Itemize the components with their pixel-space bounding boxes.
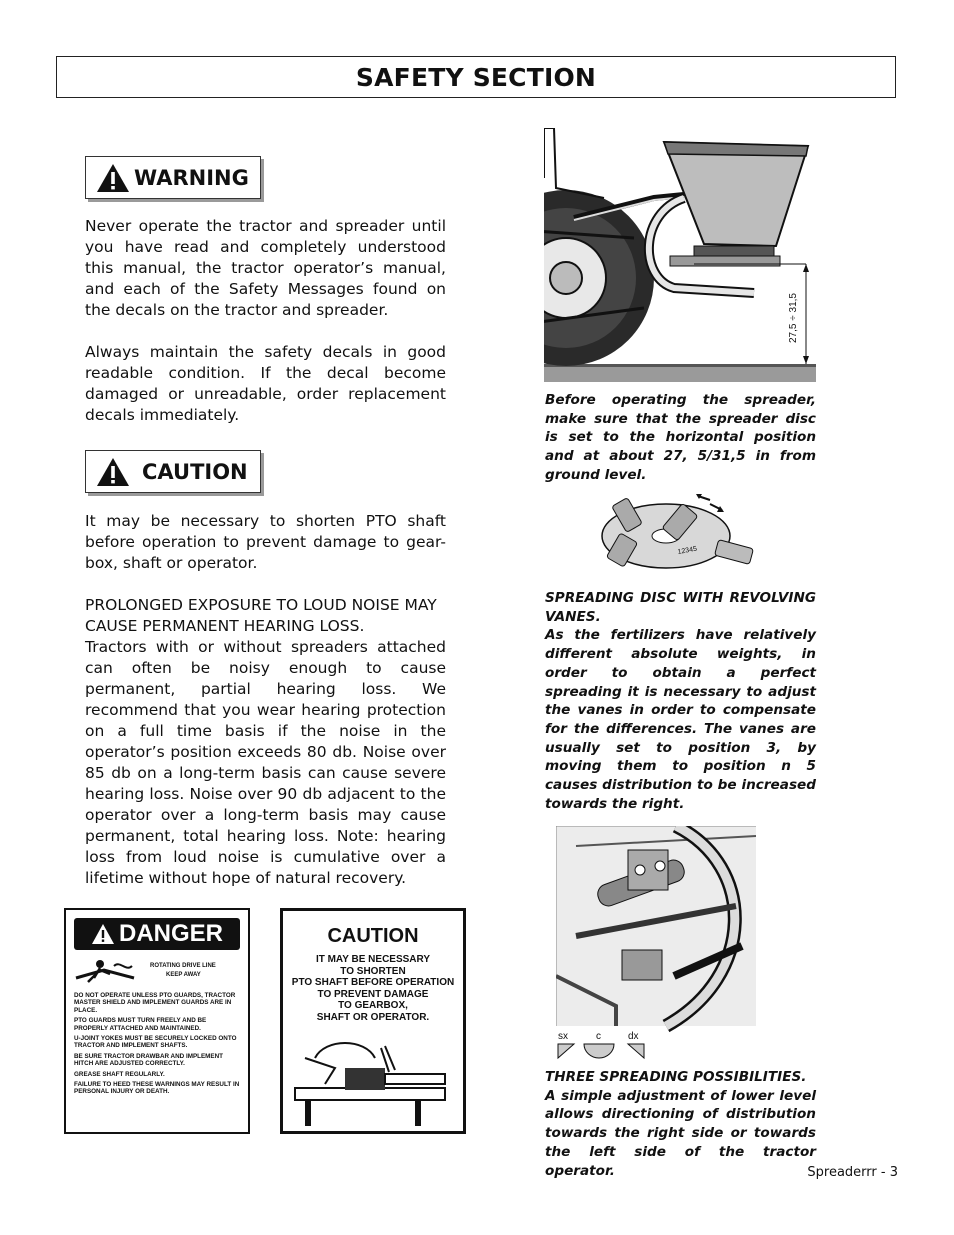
caution-decal-lines [283,954,463,1024]
label-sx: sx [558,1031,568,1042]
warning-paragraph-1: Never operate the tractor and spreader until you have read and completely understood this manual, the tractor operator’s manual, and each of the Safety Messages found on the decals on the tractor and spreader. [85,217,446,319]
figure-1-caption: Before operating the spreader, make sure that the spreader disc is set to the horizontal position and at about 27, 5/31,5 in from ground level. [545,392,816,483]
caution-text [85,511,446,889]
spreading-possibilities-illustration [556,826,756,1060]
danger-title: DANGER [118,920,223,947]
caution-decal-line-2: TO SHORTEN [340,965,406,977]
warning-label: WARNING [134,165,249,190]
label-dx: dx [628,1031,639,1042]
danger-header [74,918,240,950]
caution-label: CAUTION [142,459,248,484]
figure-3-caption-body: A simple adjustment of lower level allows directioning of distribution towards the right side or towards the left side of the tractor operator. [545,1087,816,1179]
spreading-disc-illustration [598,490,762,572]
danger-line-5: GREASE SHAFT REGULARLY. [74,1070,165,1078]
danger-pictogram-row [66,954,248,992]
danger-line-3: U-JOINT YOKES MUST BE SECURELY LOCKED ONTO TRACTOR AND IMPLEMENT SHAFTS. [74,1035,237,1050]
danger-line-1: DO NOT OPERATE UNLESS PTO GUARDS, TRACTOR MASTER SHIELD AND IMPLEMENT GUARDS ARE IN PLACE. [74,992,236,1014]
warning-text [85,216,446,426]
page-footer: Spreaderrr - 3 [807,1165,898,1180]
warning-triangle-icon [96,457,130,487]
caution-decal-line-4: TO PREVENT DAMAGE [317,988,429,1000]
figure-2-caption-body: As the fertilizers have relatively different absolute weights, in order to obtain a perfect spreading it is necessary to adjust the vanes in order to compensate for the differences. The vanes are usually set to position 3, by moving them to position n 5 causes distribution to be increased towards the right. [545,627,816,812]
pictogram-text-2: KEEP AWAY [166,972,201,978]
noise-heading: PROLONGED EXPOSURE TO LOUD NOISE MAY CAUSE PERMANENT HEARING LOSS. [85,596,437,635]
warning-label-box [85,156,261,199]
dimension-label: 27,5 ÷ 31,5 [788,293,799,343]
danger-lines [66,992,248,1096]
caution-decal-line-3: PTO SHAFT BEFORE OPERATION [291,977,455,989]
shaft-cutting-pictogram [285,1028,461,1128]
warning-triangle-icon [96,163,130,193]
caution-decal [280,908,466,1134]
warning-triangle-icon [91,923,115,945]
figure-3-caption-title: THREE SPREADING POSSIBILITIES. [545,1069,807,1085]
danger-line-6: FAILURE TO HEED THESE WARNINGS MAY RESULT IN PERSONAL INJURY OR DEATH. [74,1081,240,1096]
noise-paragraph: Tractors with or without spreaders attached can often be noisy enough to cause permanent, partial hearing loss. We recommend that you wear hearing protection on a full time basis if the noise in the operator’s position exceeds 80 db. Noise over 85 db on a long-term basis can cause severe hearing loss. Noise over 90 db adjacent to the operator over a long-term basis may cause permanent, total hearing loss. Note: hearing loss from loud noise is cumulative over a lifetime without hope of natural recovery. [85,638,446,887]
figure-2-caption-title: SPREADING DISC WITH REVOLVING VANES. [545,590,816,625]
caution-paragraph-1: It may be necessary to shorten PTO shaft before operation to prevent damage to gear-box, shaft or operator. [85,512,446,572]
label-c: c [596,1031,601,1042]
danger-line-2: PTO GUARDS MUST TURN FREELY AND BE PROPERLY ATTACHED AND MAINTAINED. [74,1017,207,1032]
caution-decal-title: CAUTION [327,925,419,947]
pictogram-text-1: ROTATING DRIVE LINE [150,963,216,969]
spreader-height-illustration [544,128,816,384]
entanglement-pictogram-icon [74,956,144,986]
figure-2-caption [545,589,816,813]
caution-label-box [85,450,261,493]
page-title: SAFETY SECTION [355,62,597,92]
warning-paragraph-2: Always maintain the safety decals in good readable condition. If the decal become damaged or unreadable, order replacement decals immediately. [85,343,446,424]
danger-decal [64,908,250,1134]
danger-line-4: BE SURE TRACTOR DRAWBAR AND IMPLEMENT HITCH ARE ADJUSTED CORRECTLY. [74,1052,224,1068]
caution-decal-line-5: TO GEARBOX, [338,1000,408,1012]
section-title-box [56,56,896,98]
caution-decal-line-6: SHAFT OR OPERATOR. [316,1011,430,1023]
caution-decal-line-1: IT MAY BE NECESSARY [315,954,431,965]
figure-3-caption [545,1068,816,1180]
disc-scale-label: 12345 [677,545,698,556]
